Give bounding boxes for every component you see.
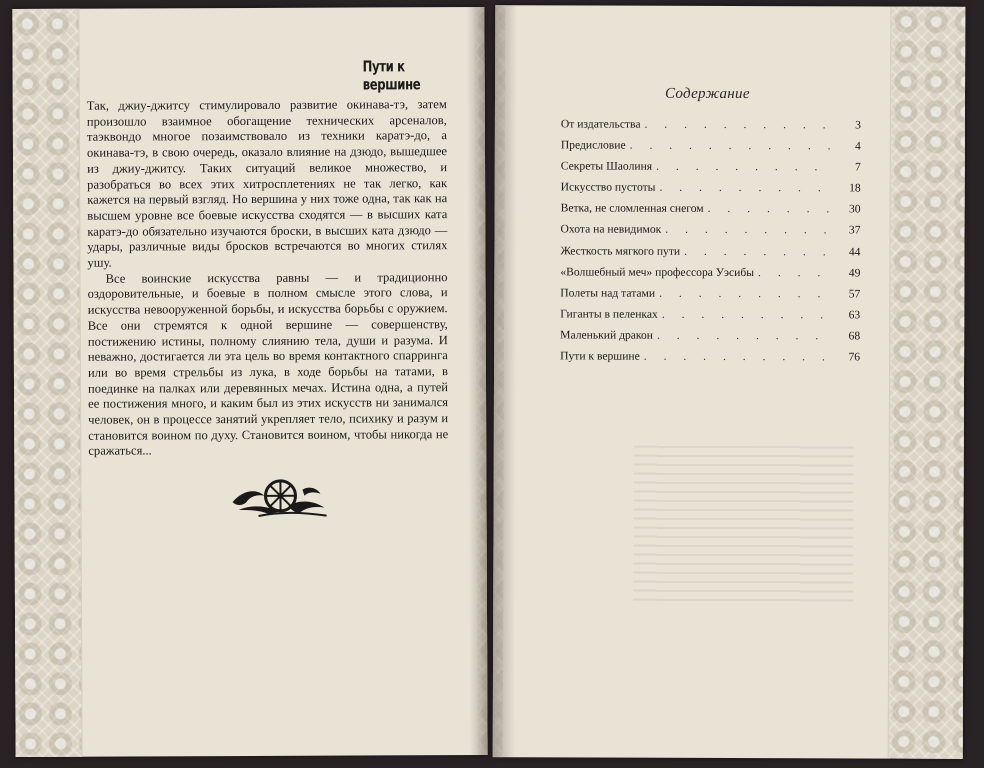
toc-entry-page: 30 xyxy=(848,202,861,216)
body-text xyxy=(87,97,449,460)
toc-entry-title: Секреты Шаолиня xyxy=(560,159,653,173)
toc-entry-page: 49 xyxy=(848,266,861,280)
toc-entry-title: Маленький дракон xyxy=(560,328,653,342)
toc-entry-title: Охота на невидимок xyxy=(560,222,662,237)
toc-entry-page: 4 xyxy=(855,139,861,153)
toc-entry-title: «Волшебный меч» профессора Уэсибы xyxy=(560,265,755,279)
toc-entry-page: 57 xyxy=(848,287,861,301)
gutter-shadow xyxy=(493,5,518,757)
running-head: Пути к вершине xyxy=(362,57,421,94)
show-through-text xyxy=(633,446,854,607)
gutter-shadow xyxy=(466,7,487,755)
paragraph-2: Все воинские искусства равны — и традиционно оздоровительные, и боевые в полном смысле этого слова, и искусства невооруженной борьбы, и искусства борьбы с оружием. Все они стремятся к одной вершине — совершенству, постижению истины, полному слиянию тела, души и разума. И неважно, достигается ли эта цель во время контактного спарринга или во время стрельбы из лука, в ходе борьбы на татами, в поединке на палках или деревянных мечах. Истина одна, а путей ее постижения много, и каким был из этих искусств ни занимался человек, он в процессе занятий укрепляет тело, психику и разум и становится воином по духу. Становится воином, чтобы никогда не сражаться... xyxy=(87,269,449,459)
toc-entry-page: 37 xyxy=(848,223,861,237)
toc-leader-dots xyxy=(758,266,834,279)
toc-entry-title: От издательства xyxy=(560,117,641,131)
toc-entry-title: Искусство пустоты xyxy=(560,180,656,195)
toc-entry xyxy=(560,286,860,308)
toc-entry-page: 3 xyxy=(855,118,861,132)
right-page-ornament-border xyxy=(888,7,966,759)
toc-entry-page: 63 xyxy=(848,308,861,322)
toc-entry xyxy=(560,223,860,245)
toc-leader-dots xyxy=(662,308,834,322)
toc-leader-dots xyxy=(656,160,835,174)
toc-entry xyxy=(560,328,860,350)
toc-leader-dots xyxy=(684,244,834,258)
toc-leader-dots xyxy=(659,181,834,195)
toc-entry xyxy=(561,160,861,182)
left-page-ornament-border xyxy=(12,9,82,757)
toc-entry-page: 7 xyxy=(854,160,861,174)
toc-leader-dots xyxy=(644,350,834,364)
toc-leader-dots xyxy=(665,223,834,237)
wave-wheel-emblem-icon xyxy=(228,476,330,520)
toc-leader-dots xyxy=(659,287,834,301)
toc-entry xyxy=(561,202,861,224)
toc-entry-title: Пути к вершине xyxy=(560,349,640,363)
toc-entry xyxy=(561,139,861,161)
toc-leader-dots xyxy=(708,202,835,215)
toc-entry-page: 76 xyxy=(848,350,861,364)
paragraph-1: Так, джиу-джитсу стимулировало развитие окинава-тэ, затем произошло взаимное обогащение технических арсеналов, таэквондо многое позаимствовало из техники каратэ-до, а окинава-тэ, в свою очередь, оказало влияние на дзюдо, вышедшее из джиу-джитсу. Таких ситуаций великое множество, и разобраться во всех этих хитросплетениях не так легко, как кажется на первый взгляд. Но вершина у них тоже одна, так как на высшем уровне все боевые искусства сходятся — в высших ката каратэ-до обязательно изучаются броски, в высших ката дзюдо — удары, различные виды бросков встречаются во многих стилях ушу. xyxy=(86,97,448,270)
table-of-contents xyxy=(560,117,861,371)
left-page xyxy=(12,7,487,757)
toc-entry-title: Предисловие xyxy=(560,138,626,152)
toc-leader-dots xyxy=(657,329,834,343)
toc-entry-title: Жесткость мягкого пути xyxy=(560,243,681,258)
toc-entry xyxy=(560,307,860,329)
toc-entry-page: 18 xyxy=(849,181,861,195)
toc-entry xyxy=(560,349,860,371)
toc-entry xyxy=(560,265,860,287)
toc-entry-page: 68 xyxy=(848,329,861,343)
right-page xyxy=(493,5,966,759)
toc-entry xyxy=(561,117,861,139)
toc-entry-title: Полеты над татами xyxy=(560,286,656,300)
toc-entry xyxy=(561,181,861,203)
toc-leader-dots xyxy=(630,139,835,153)
toc-leader-dots xyxy=(645,118,835,132)
toc-entry xyxy=(560,244,860,266)
toc-heading: Содержание xyxy=(664,85,750,103)
toc-entry-title: Ветка, не сломленная снегом xyxy=(560,201,704,216)
toc-entry-title: Гиганты в пеленках xyxy=(560,307,658,321)
toc-entry-page: 44 xyxy=(848,244,861,259)
